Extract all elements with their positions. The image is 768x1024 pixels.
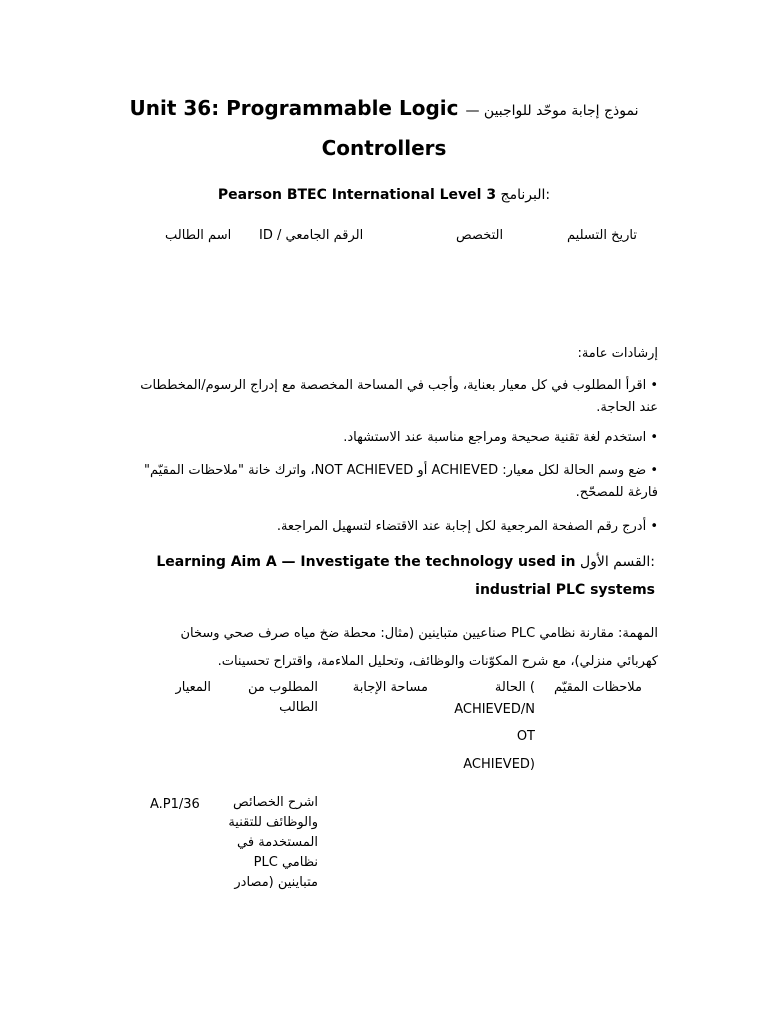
title-english: Unit 36: Programmable Logic	[129, 96, 459, 120]
instruction-item: • اقرأ المطلوب في كل معيار بعناية، وأجب في المساحة المخصصة مع إدراج الرسوم/المخططات عند الحاجة.	[140, 378, 658, 415]
section-title-line-2: industrial PLC systems	[475, 582, 655, 598]
header-submission-date: تاريخ التسليم	[567, 228, 637, 243]
instructions-heading: إرشادات عامة:	[577, 346, 658, 361]
instruction-item: • أدرج رقم الصفحة المرجعية لكل إجابة عند الاقتضاء لتسهيل المراجعة.	[276, 519, 658, 534]
header-specialization: التخصص	[456, 228, 504, 243]
section-label: القسم الأول:	[579, 554, 655, 570]
program-value: Pearson BTEC International Level 3	[217, 187, 497, 203]
table-header-answer-space: مساحة الإجابة	[352, 680, 428, 695]
instruction-item: • ضع وسم الحالة لكل معيار: ACHIEVED أو NOT ACHIEVED، واترك خانة "ملاحظات المقيّم" فارغة للمصحّح.	[144, 463, 658, 500]
task-description: المهمة: مقارنة نظامي PLC صناعيين متباينين (مثال: محطة ضخ مياه صرف صحي وسخان كهربائي منزلي)، مع شرح المكوّنات والوظائف، وتحليل الملاءمة، واقتراح تحسينات.	[180, 626, 658, 669]
program-label: البرنامج:	[500, 187, 551, 203]
instruction-item: • استخدم لغة تقنية صحيحة ومراجع مناسبة عند الاستشهاد.	[343, 430, 658, 445]
table-cell-criterion: A.P1/36	[150, 797, 200, 812]
section-title-line-1: Learning Aim A — Investigate the technology used in	[156, 554, 576, 570]
title-arabic: — نموذج إجابة موحّد للواجبين	[465, 103, 639, 119]
program-line	[60, 187, 708, 203]
header-student-id: ID / الرقم الجامعي	[259, 228, 364, 243]
table-header-assessor-notes: ملاحظات المقيّم	[554, 680, 642, 695]
document-page: Unit 36: Programmable Logic — نموذج إجابة موحّد للواجبين Controllers Pearson BTEC International Level 3 البرنامج: اسم الطالب ID / الرقم الجامعي التخصص تاريخ التسليم إرشادات عامة: • اقرأ المطلوب في كل معيار بعناية، وأجب في المساحة المخصصة مع إدراج الرسوم/المخططات عند الحاجة. • استخدم لغة تقنية صحيحة ومراجع مناسبة عند الاستشهاد. • ضع وسم الحالة لكل معيار: ACHIEVED أو NOT ACHIEVED، واترك خانة "ملاحظات المقيّم" فارغة للمصحّح. • أدرج رقم الصفحة المرجعية لكل إجابة عند الاقتضاء لتسهيل المراجعة. Learning Aim A — Investigate the technology used in القسم الأول: industrial PLC systems المهمة: مقارنة نظامي PLC صناعيين متباينين (مثال: محطة ضخ مياه صرف صحي وسخان كهربائي منزلي)، مع شرح المكوّنات والوظائف، وتحليل الملاءمة، واقتراح تحسينات. المعيار المطلوب من الطالب مساحة الإجابة الحالة ( ACHIEVED/N OT ACHIEVED) ملاحظات المقيّم A.P1/36 اشرح الخصائص والوظائف للتقنية المستخدمة في نظامي PLC متباينين (مصادر	[0, 0, 768, 1024]
document-title-line-1	[60, 96, 708, 120]
header-student-name: اسم الطالب	[165, 228, 232, 243]
section-heading	[120, 548, 655, 576]
table-header-required: المطلوب من الطالب	[247, 680, 318, 715]
table-cell-required: اشرح الخصائص والوظائف للتقنية المستخدمة في نظامي PLC متباينين (مصادر	[228, 795, 318, 890]
table-header-criterion: المعيار	[175, 680, 211, 695]
document-title-line-2: Controllers	[321, 136, 447, 160]
